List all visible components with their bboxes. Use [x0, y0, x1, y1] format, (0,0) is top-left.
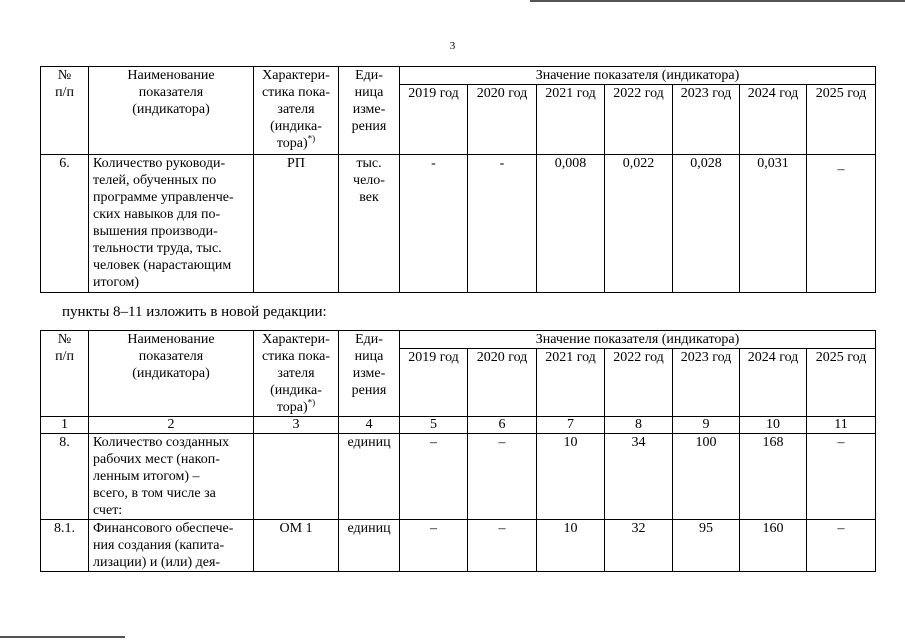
header-year: 2023 год: [673, 85, 740, 155]
row-num: 6.: [41, 155, 89, 293]
table-row: [41, 155, 876, 293]
amendment-note: пункты 8–11 изложить в новой редакции:: [62, 304, 327, 320]
table-row: [41, 434, 876, 520]
header-characteristic: [254, 331, 339, 417]
row-characteristic: [254, 434, 339, 520]
header-num: № п/п: [41, 67, 89, 155]
row-value: 0,031: [740, 155, 807, 293]
row-value: 0,022: [605, 155, 673, 293]
header-year: 2021 год: [537, 85, 605, 155]
header-year: 2019 год: [400, 85, 468, 155]
header-characteristic-footnote: *): [307, 397, 316, 408]
row-characteristic: ОМ 1: [254, 520, 339, 572]
row-name: Количество руководи- телей, обученных по программе управленче- ских навыков для по- вышения производи- тельности труда, тыс. человек (нарастающим итогом): [89, 155, 254, 293]
header-year: 2021 год: [537, 349, 605, 417]
header-year: 2019 год: [400, 349, 468, 417]
row-value: –: [400, 520, 468, 572]
row-num: 8.: [41, 434, 89, 520]
header-year: 2022 год: [605, 85, 673, 155]
column-index: 4: [339, 417, 400, 434]
column-index: 5: [400, 417, 468, 434]
row-value: 0,028: [673, 155, 740, 293]
header-year: 2022 год: [605, 349, 673, 417]
row-value: 10: [537, 520, 605, 572]
column-index: 9: [673, 417, 740, 434]
row-num: 8.1.: [41, 520, 89, 572]
page-number: 3: [449, 40, 456, 52]
row-value: –: [807, 520, 876, 572]
column-index: 7: [537, 417, 605, 434]
row-name: Финансового обеспече- ния создания (капита- лизации) и (или) дея-: [89, 520, 254, 572]
header-value-group: Значение показателя (индикатора): [400, 331, 876, 349]
header-characteristic-text: Характери- стика пока- зателя (индика- тора): [261, 332, 331, 415]
header-name: Наименование показателя (индикатора): [89, 67, 254, 155]
header-year: 2023 год: [673, 349, 740, 417]
header-year: 2025 год: [807, 349, 876, 417]
row-value: 168: [740, 434, 807, 520]
column-index: 6: [468, 417, 537, 434]
header-characteristic-footnote: *): [307, 133, 316, 144]
row-value: –: [468, 520, 537, 572]
header-num: № п/п: [41, 331, 89, 417]
indicator-table-1: [40, 66, 876, 293]
header-year: 2020 год: [468, 85, 537, 155]
row-value: –: [807, 434, 876, 520]
scan-edge-line-bottom: [0, 636, 125, 638]
row-value: 95: [673, 520, 740, 572]
row-value: –: [468, 434, 537, 520]
row-value: -: [468, 155, 537, 293]
column-index: 2: [89, 417, 254, 434]
row-name: Количество созданных рабочих мест (накоп- ленным итогом) – всего, в том числе за счет:: [89, 434, 254, 520]
header-unit: Еди- ница изме- рения: [339, 331, 400, 417]
header-year: 2024 год: [740, 85, 807, 155]
header-year: 2020 год: [468, 349, 537, 417]
column-index: 1: [41, 417, 89, 434]
column-index: 3: [254, 417, 339, 434]
row-value: 32: [605, 520, 673, 572]
column-index-row: [41, 417, 876, 434]
header-unit: Еди- ница изме- рения: [339, 67, 400, 155]
row-unit: единиц: [339, 520, 400, 572]
row-unit: тыс. чело- век: [339, 155, 400, 293]
row-characteristic: РП: [254, 155, 339, 293]
row-unit: единиц: [339, 434, 400, 520]
scan-edge-line-top: [530, 0, 905, 2]
row-value: –: [807, 155, 876, 293]
header-value-group: Значение показателя (индикатора): [400, 67, 876, 85]
header-year: 2025 год: [807, 85, 876, 155]
header-characteristic-text: Характери- стика пока- зателя (индика- тора): [261, 68, 331, 151]
header-characteristic: [254, 67, 339, 155]
header-name: Наименование показателя (индикатора): [89, 331, 254, 417]
row-value: 0,008: [537, 155, 605, 293]
column-index: 8: [605, 417, 673, 434]
row-value: 160: [740, 520, 807, 572]
row-value: 100: [673, 434, 740, 520]
row-value: 34: [605, 434, 673, 520]
table-row: [41, 520, 876, 572]
column-index: 10: [740, 417, 807, 434]
column-index: 11: [807, 417, 876, 434]
row-value: 10: [537, 434, 605, 520]
header-year: 2024 год: [740, 349, 807, 417]
indicator-table-2: [40, 330, 876, 572]
row-value: -: [400, 155, 468, 293]
row-value: –: [400, 434, 468, 520]
